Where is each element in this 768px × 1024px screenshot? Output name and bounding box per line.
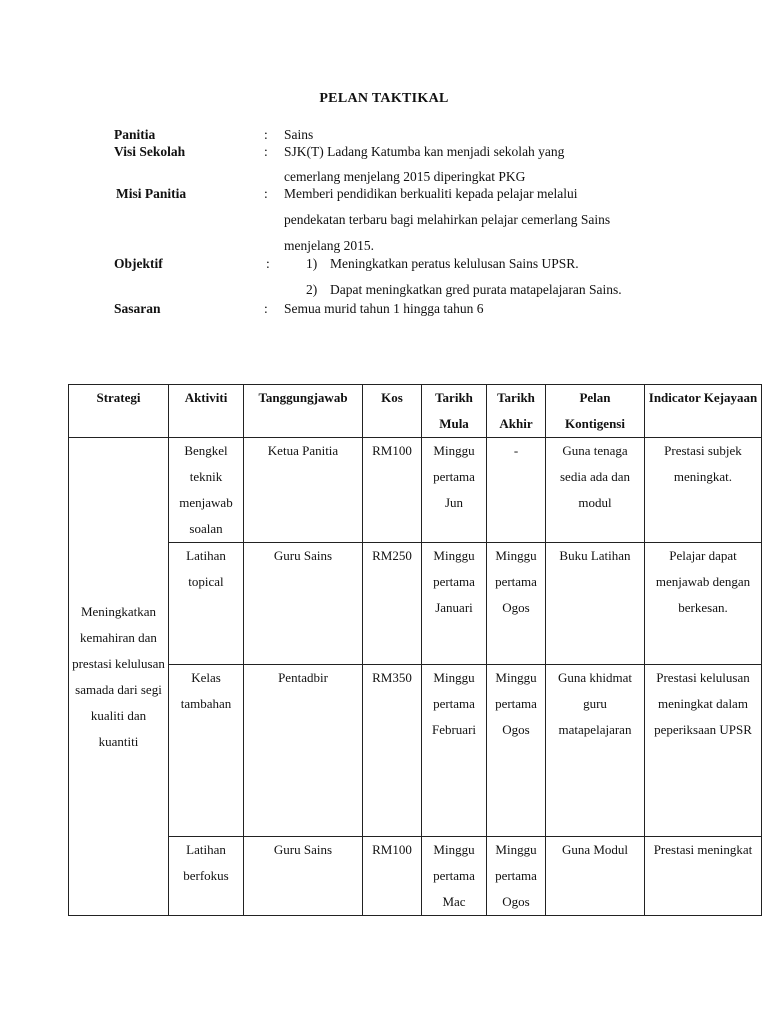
tarikh-akhir-cell: - <box>487 438 546 543</box>
table-row <box>69 438 762 543</box>
document-title: PELAN TAKTIKAL <box>319 91 449 106</box>
misi-line3: menjelang 2015. <box>284 238 374 253</box>
header-tarikh-mula: Tarikh Mula <box>422 385 487 438</box>
strategy-cell: Meningkatkan kemahiran dan prestasi kelulusan samada dari segi kualiti dan kuantiti <box>69 438 169 916</box>
kos-cell: RM100 <box>363 438 422 543</box>
kos-cell: RM350 <box>363 665 422 837</box>
visi-colon: : <box>264 144 268 159</box>
header-aktiviti: Aktiviti <box>169 385 244 438</box>
table-row <box>69 543 762 665</box>
sasaran-value: Semua murid tahun 1 hingga tahun 6 <box>284 301 484 316</box>
tarikh-akhir-cell: Minggu pertama Ogos <box>487 665 546 837</box>
aktiviti-cell: Bengkel teknik menjawab soalan <box>169 438 244 543</box>
objektif-item2-number: 2) <box>306 282 318 297</box>
visi-line2: cemerlang menjelang 2015 diperingkat PKG <box>284 169 526 184</box>
table-row <box>69 837 762 916</box>
header-tanggungjawab: Tanggungjawab <box>244 385 363 438</box>
tarikh-akhir-cell: Minggu pertama Ogos <box>487 543 546 665</box>
aktiviti-cell: Kelas tambahan <box>169 665 244 837</box>
header-indicator-kejayaan: Indicator Kejayaan <box>645 385 762 438</box>
kos-cell: RM100 <box>363 837 422 916</box>
misi-line2: pendekatan terbaru bagi melahirkan pelajar cemerlang Sains <box>284 212 611 227</box>
indicator-cell: Prestasi subjek meningkat. <box>645 438 762 543</box>
sasaran-label: Sasaran <box>114 301 161 316</box>
tanggungjawab-cell: Guru Sains <box>244 837 363 916</box>
misi-line1: Memberi pendidikan berkualiti kepada pelajar melalui <box>284 186 578 201</box>
indicator-cell: Prestasi meningkat <box>645 837 762 916</box>
panitia-label: Panitia <box>114 127 156 142</box>
objektif-item1: Meningkatkan peratus kelulusan Sains UPSR. <box>330 256 579 271</box>
misi-colon: : <box>264 186 268 201</box>
objektif-colon: : <box>266 256 270 271</box>
panitia-value: Sains <box>284 127 314 142</box>
pelan-kontigensi-cell: Guna tenaga sedia ada dan modul <box>546 438 645 543</box>
tarikh-mula-cell: Minggu pertama Januari <box>422 543 487 665</box>
table-row <box>69 665 762 837</box>
objektif-item1-number: 1) <box>306 256 318 271</box>
indicator-cell: Pelajar dapat menjawab dengan berkesan. <box>645 543 762 665</box>
aktiviti-cell: Latihan berfokus <box>169 837 244 916</box>
objektif-item2: Dapat meningkatkan gred purata matapelajaran Sains. <box>330 282 622 297</box>
visi-label: Visi Sekolah <box>114 144 186 159</box>
pelan-kontigensi-cell: Guna Modul <box>546 837 645 916</box>
sasaran-colon: : <box>264 301 268 316</box>
kos-cell: RM250 <box>363 543 422 665</box>
tarikh-mula-cell: Minggu pertama Februari <box>422 665 487 837</box>
header-tarikh-akhir: Tarikh Akhir <box>487 385 546 438</box>
visi-line1: SJK(T) Ladang Katumba kan menjadi sekolah yang <box>284 144 565 159</box>
header-kos: Kos <box>363 385 422 438</box>
table-header-row <box>69 385 762 438</box>
tarikh-mula-cell: Minggu pertama Jun <box>422 438 487 543</box>
indicator-cell: Prestasi kelulusan meningkat dalam peperiksaan UPSR <box>645 665 762 837</box>
tanggungjawab-cell: Ketua Panitia <box>244 438 363 543</box>
pelan-kontigensi-cell: Buku Latihan <box>546 543 645 665</box>
tarikh-mula-cell: Minggu pertama Mac <box>422 837 487 916</box>
tanggungjawab-cell: Pentadbir <box>244 665 363 837</box>
objektif-label: Objektif <box>114 256 163 271</box>
tanggungjawab-cell: Guru Sains <box>244 543 363 665</box>
pelan-kontigensi-cell: Guna khidmat guru matapelajaran <box>546 665 645 837</box>
header-strategi: Strategi <box>69 385 169 438</box>
tarikh-akhir-cell: Minggu pertama Ogos <box>487 837 546 916</box>
panitia-colon: : <box>264 127 268 142</box>
header-pelan-kontigensi: Pelan Kontigensi <box>546 385 645 438</box>
aktiviti-cell: Latihan topical <box>169 543 244 665</box>
misi-label: Misi Panitia <box>116 186 187 201</box>
tactical-plan-table <box>68 384 762 916</box>
